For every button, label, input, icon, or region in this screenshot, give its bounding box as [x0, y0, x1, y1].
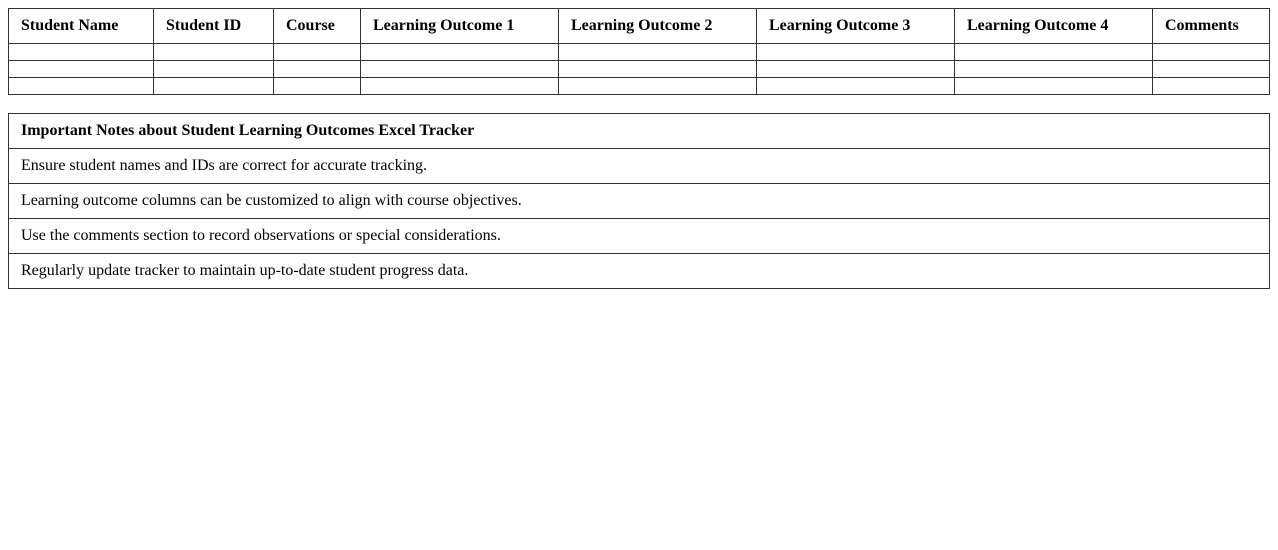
cell-learning-outcome-2[interactable] [559, 78, 757, 95]
table-row [9, 78, 1270, 95]
cell-learning-outcome-3[interactable] [757, 44, 955, 61]
column-header-learning-outcome-1: Learning Outcome 1 [361, 9, 559, 44]
notes-table [8, 113, 1270, 289]
note-item: Ensure student names and IDs are correct for accurate tracking. [9, 149, 1270, 184]
table-row [9, 61, 1270, 78]
cell-student-id[interactable] [154, 44, 274, 61]
cell-learning-outcome-1[interactable] [361, 44, 559, 61]
cell-comments[interactable] [1153, 44, 1270, 61]
cell-learning-outcome-1[interactable] [361, 78, 559, 95]
cell-student-id[interactable] [154, 61, 274, 78]
column-header-learning-outcome-4: Learning Outcome 4 [955, 9, 1153, 44]
cell-student-id[interactable] [154, 78, 274, 95]
note-item: Use the comments section to record observations or special considerations. [9, 219, 1270, 254]
cell-comments[interactable] [1153, 78, 1270, 95]
column-header-comments: Comments [1153, 9, 1270, 44]
cell-course[interactable] [274, 61, 361, 78]
cell-learning-outcome-3[interactable] [757, 78, 955, 95]
column-header-student-name: Student Name [9, 9, 154, 44]
note-row [9, 254, 1270, 289]
cell-learning-outcome-3[interactable] [757, 61, 955, 78]
cell-learning-outcome-4[interactable] [955, 44, 1153, 61]
cell-student-name[interactable] [9, 44, 154, 61]
notes-header-row [9, 114, 1270, 149]
note-row [9, 149, 1270, 184]
student-outcomes-table [8, 8, 1270, 95]
notes-title: Important Notes about Student Learning Outcomes Excel Tracker [9, 114, 1270, 149]
cell-student-name[interactable] [9, 61, 154, 78]
note-item: Regularly update tracker to maintain up-to-date student progress data. [9, 254, 1270, 289]
cell-course[interactable] [274, 78, 361, 95]
column-header-learning-outcome-2: Learning Outcome 2 [559, 9, 757, 44]
cell-learning-outcome-1[interactable] [361, 61, 559, 78]
cell-comments[interactable] [1153, 61, 1270, 78]
cell-student-name[interactable] [9, 78, 154, 95]
table-row [9, 44, 1270, 61]
cell-learning-outcome-4[interactable] [955, 61, 1153, 78]
cell-course[interactable] [274, 44, 361, 61]
note-row [9, 219, 1270, 254]
table-header-row [9, 9, 1270, 44]
note-item: Learning outcome columns can be customized to align with course objectives. [9, 184, 1270, 219]
column-header-course: Course [274, 9, 361, 44]
cell-learning-outcome-2[interactable] [559, 44, 757, 61]
note-row [9, 184, 1270, 219]
column-header-learning-outcome-3: Learning Outcome 3 [757, 9, 955, 44]
cell-learning-outcome-2[interactable] [559, 61, 757, 78]
cell-learning-outcome-4[interactable] [955, 78, 1153, 95]
column-header-student-id: Student ID [154, 9, 274, 44]
